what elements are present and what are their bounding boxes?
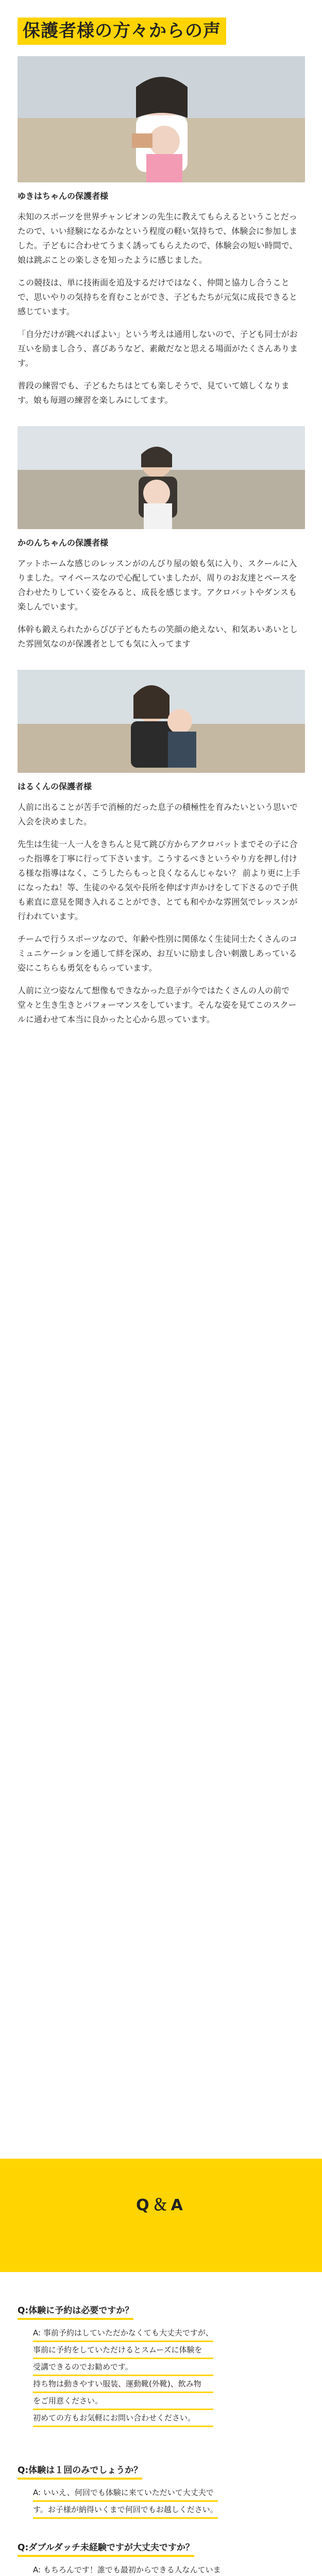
qa-answer-2-line: す。お子様が納得いくまで何回でもお越しください。	[33, 2502, 218, 2519]
testimonial-1-p2: この競技は、単に技術面を追及するだけではなく、仲間と協力し合うことで、思いやりの気持ちを育むことができ、子どもたちが元気に成長できると感じています。	[18, 278, 298, 317]
photo-father-daughter	[18, 426, 305, 529]
qa-answer-1-line: 事前に予約をしていただけるとスムーズに体験を	[33, 2342, 213, 2359]
qa-item-3	[18, 2540, 307, 2576]
qa-question-1: Q:体験に予約は必要ですか？	[18, 2303, 133, 2320]
testimonial-3-p4: 人前に立つ姿なんて想像もできなかった息子が今ではたくさんの人の前で堂々と生き生きとパフォーマンスをしています。そんな姿を見てこのスクールに通わせて本当に良かったと心から思っています。	[18, 986, 297, 1025]
qa-question-2: Q:体験は１回のみでしょうか？	[18, 2463, 142, 2480]
testimonial-3-p2: 先生は生徒一人一人をきちんと見て跳び方からアクロバットまでその子に合った指導を丁寧に行って下さいます。こうするべきというやり方を押し付ける様な指導はなく、こうしたらもっと良くなるんじゃない？ 前より更に上手になったね！等、生徒のやる気や長所を伸ばす声かけをして下さるので子供も素直に意見を聞き入れることができ、とても和やかな雰囲気でレッスンが行われています。	[18, 839, 300, 922]
qa-answer-1-line: 初めての方もお気軽にお問い合わせください。	[33, 2410, 213, 2427]
testimonial-1-p4: 普段の練習でも、子どもたちはとても楽しそうで、見ていて嬉しくなります。娘も毎週の練習を楽しみにしてます。	[18, 381, 290, 405]
testimonial-2-label: かのんちゃんの保護者様	[18, 538, 109, 548]
qa-band	[0, 2159, 322, 2272]
qa-item-1	[18, 2303, 307, 2427]
photo-mother-daughter	[18, 56, 305, 182]
testimonial-3-label: はるくんの保護者様	[18, 782, 92, 792]
qa-question-3: Q:ダブルダッチ未経験ですが大丈夫ですか？	[18, 2540, 194, 2557]
testimonial-2-p2: 体幹も鍛えられたからびび子どもたちの笑顔の絶えない、和気あいあいとした雰囲気なのが保護者としても気に入ってます	[18, 624, 298, 649]
testimonial-2-p1: アットホームな感じのレッスンがのんびり屋の娘も気に入り、スクールに入りました。マイペースなので心配していましたが、周りのお友達とペースを合わせたりしていく姿をみると、成長を感じます。アクロバットやダンスも楽しんでいます。	[18, 558, 297, 612]
testimonial-3-p3: チームで行うスポーツなので、年齢や性別に関係なく生徒同士たくさんのコミュニケーションを通して絆を深め、お互いに励まし合い刺激しあっている姿にこちらも勇気をもらっています。	[18, 934, 298, 973]
testimonial-3-p1: 人前に出ることが苦手で消極的だった息子の積極性を育みたいという思いで入会を決めました。	[18, 802, 298, 827]
section-title: 保護者様の方々からの声	[18, 18, 226, 45]
qa-answer-2-line: A: いいえ、何回でも体験に来ていただいて大丈夫で	[33, 2485, 218, 2502]
testimonial-1-p3: 「自分だけが跳べればよい」という考えは通用しないので、子ども同士がお互いを励まし合う、喜びあうなど、素敵だなと思える場面がたくさんあります。	[18, 329, 298, 368]
qa-answer-1-line: 受講できるのでお勧めです。	[33, 2359, 213, 2376]
testimonial-1-label: ゆきはちゃんの保護者様	[18, 191, 109, 201]
qa-answer-1-line: 持ち物は動きやすい服装、運動靴(外靴)、飲み物	[33, 2376, 213, 2393]
qa-answer-1-line: をご用意ください。	[33, 2393, 213, 2410]
testimonial-1-p1: 未知のスポーツを世界チャンピオンの先生に教えてもらえるということだったので、いい経験になるかなという程度の軽い気持ちで、体験会に参加しました。子どもに合わせてうまく誘ってもらえたので、体験会の短い時間で、娘は跳ぶことの楽しさを知ったように感じました。	[18, 212, 298, 265]
qa-item-2	[18, 2463, 307, 2519]
photo-mother-son	[18, 670, 305, 773]
qa-answer-1-line: A: 事前予約はしていただかなくても大丈夫ですが、	[33, 2325, 213, 2342]
qa-answer-3-line: A: もちろんです！誰でも最初からできる人なんていま	[33, 2562, 221, 2576]
qa-title: Q＆A	[136, 2196, 186, 2214]
